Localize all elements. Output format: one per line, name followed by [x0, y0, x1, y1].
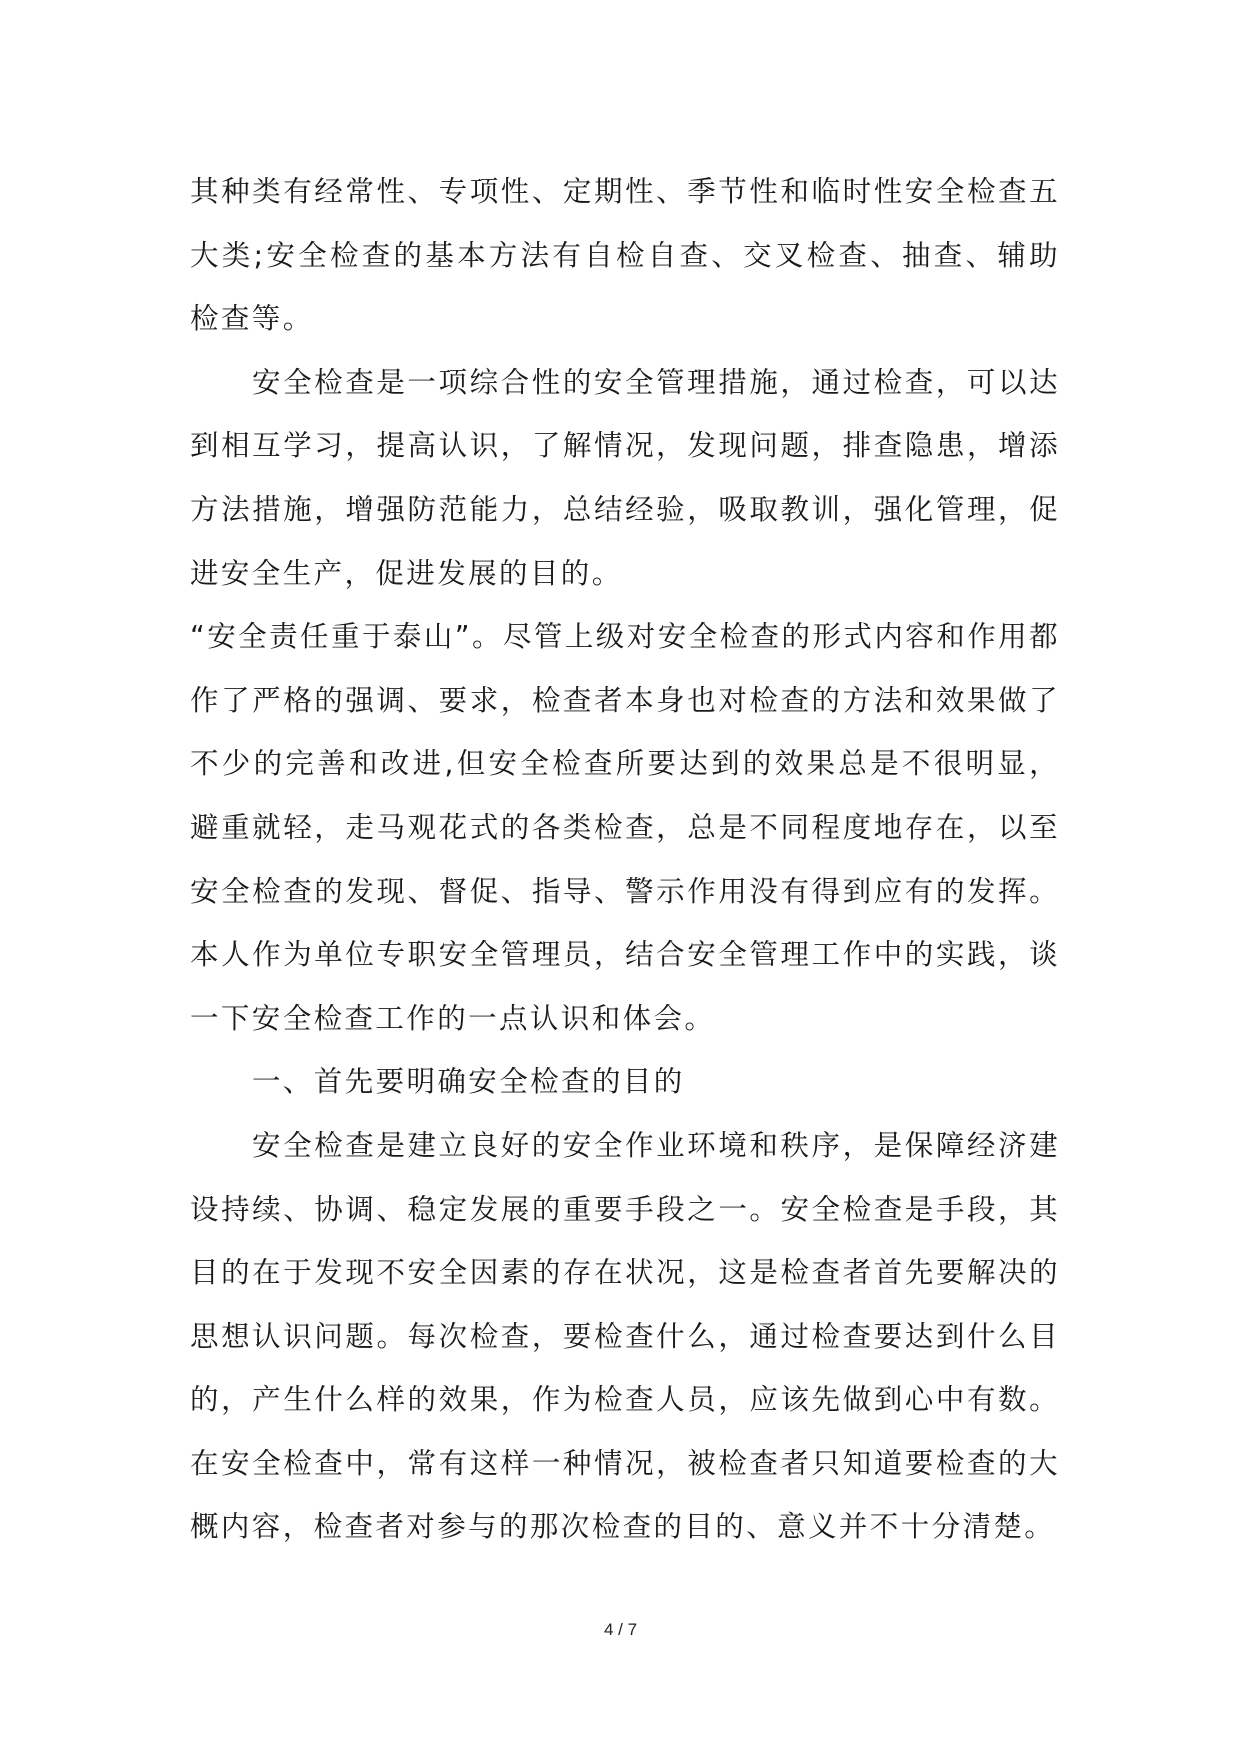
page-number: 4 / 7 [603, 1620, 638, 1639]
document-body [190, 160, 1060, 1559]
paragraph-safety-check-types: 其种类有经常性、专项性、定期性、季节性和临时性安全检查五大类;安全检查的基本方法有自检自查、交叉检查、抽查、辅助检查等。 [190, 175, 1060, 336]
paragraph-safety-responsibility: “安全责任重于泰山”。尽管上级对安全检查的形式内容和作用都作了严格的强调、要求，检查者本身也对检查的方法和效果做了不少的完善和改进,但安全检查所要达到的效果总是不很明显，避重就轻，走马观花式的各类检查，总是不同程度地存在，以至安全检查的发现、督促、指导、警示作用没有得到应有的发挥。本人作为单位专职安全管理员，结合安全管理工作中的实践，谈一下安全检查工作的一点认识和体会。 [190, 620, 1060, 1035]
paragraph-safety-check-purpose: 安全检查是一项综合性的安全管理措施，通过检查，可以达到相互学习，提高认识，了解情况，发现问题，排查隐患，增添方法措施，增强防范能力，总结经验，吸取教训，强化管理，促进安全生产，促进发展的目的。 [190, 365, 1060, 590]
section-heading-1: 一、首先要明确安全检查的目的 [252, 1065, 685, 1099]
paragraph-clarify-purpose: 安全检查是建立良好的安全作业环境和秩序，是保障经济建设持续、协调、稳定发展的重要手段之一。安全检查是手段，其目的在于发现不安全因素的存在状况，这是检查者首先要解决的思想认识问题。每次检查，要检查什么，通过检查要达到什么目的，产生什么样的效果，作为检查人员，应该先做到心中有数。在安全检查中，常有这样一种情况，被检查者只知道要检查的大概内容，检查者对参与的那次检查的目的、意义并不十分清楚。 [190, 1128, 1060, 1544]
